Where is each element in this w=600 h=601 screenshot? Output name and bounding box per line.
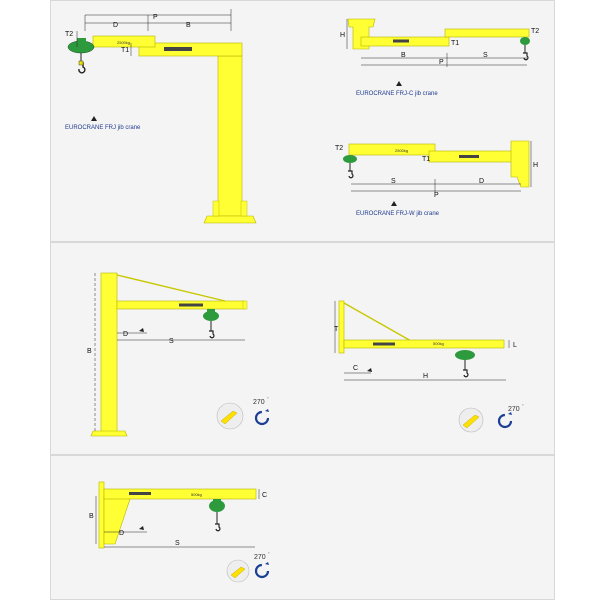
frjc-caption-marker bbox=[396, 81, 402, 86]
pillar-rotation-icon bbox=[256, 412, 268, 424]
frjc-hook bbox=[523, 53, 528, 60]
frjc-dim-t1: T1 bbox=[451, 40, 460, 47]
wall-dim-h: H bbox=[423, 373, 429, 380]
frjw-caption-marker bbox=[391, 201, 397, 206]
frjc-jib-crane bbox=[340, 19, 539, 97]
wall-low-dim-b: B bbox=[89, 513, 94, 520]
wall-label-plate bbox=[373, 343, 395, 346]
frj-dim-p: P bbox=[153, 14, 158, 21]
frjw-hoist-body bbox=[343, 155, 357, 163]
pillar-rotation-arrow bbox=[265, 409, 269, 412]
frjc-dim-b: B bbox=[401, 52, 406, 59]
top-panel-drawing bbox=[51, 1, 556, 243]
pillar-hoist-trolley bbox=[207, 309, 215, 312]
frj-hoist-body bbox=[68, 41, 94, 53]
wall-jib-crane bbox=[334, 301, 524, 432]
pillar-rotation-label: 270 bbox=[253, 399, 265, 406]
frjw-hook bbox=[348, 171, 353, 178]
wall-plate bbox=[339, 301, 344, 353]
frj-capacity-label: 2500kg bbox=[117, 40, 131, 45]
bottom-panel-drawing bbox=[51, 456, 556, 601]
panel-middle bbox=[50, 242, 555, 455]
frjw-dim-s: S bbox=[391, 178, 396, 185]
frjc-dim-t2: T2 bbox=[531, 28, 540, 35]
wall-capacity-label: 500kg bbox=[433, 341, 444, 346]
frjw-label-plate bbox=[459, 155, 479, 158]
frjw-dim-h: H bbox=[533, 162, 539, 169]
frjc-label-plate bbox=[393, 40, 409, 43]
frj-hook-block bbox=[79, 61, 83, 65]
pillar-dim-d: D bbox=[123, 331, 129, 338]
wall-tie-rod bbox=[344, 303, 411, 341]
wall-low-boom bbox=[104, 489, 256, 499]
wall-low-label-plate bbox=[129, 492, 151, 495]
wall-low-bracket bbox=[104, 496, 131, 544]
wall-low-rotation-degree-sign: ° bbox=[268, 551, 270, 556]
frj-base bbox=[204, 216, 256, 223]
frjw-caption: EUROCRANE FRJ-W jib crane bbox=[356, 211, 440, 217]
wall-low-plate bbox=[99, 482, 104, 548]
wall-low-hook bbox=[215, 524, 220, 531]
frjc-dim-h: H bbox=[340, 32, 346, 39]
wall-rotation-label: 270 bbox=[508, 406, 520, 413]
frj-dim-b: B bbox=[186, 22, 191, 29]
middle-panel-drawing bbox=[51, 243, 556, 456]
wall-low-hook-symbol bbox=[139, 526, 144, 530]
frj-gusset-left bbox=[213, 201, 219, 216]
pillar-dim-s: S bbox=[169, 338, 174, 345]
wall-low-rotation-label: 270 bbox=[254, 554, 266, 561]
wall-rotation-degree-sign: ° bbox=[522, 403, 524, 408]
wall-hook bbox=[463, 370, 468, 377]
wall-low-dim-d: D bbox=[119, 530, 125, 537]
frj-dim-t2: T2 bbox=[65, 31, 74, 38]
wall-low-rotation-arrow bbox=[265, 562, 269, 565]
panel-top-freestanding bbox=[50, 0, 555, 242]
pillar-tie-rod bbox=[117, 275, 225, 301]
frj-caption-marker bbox=[91, 116, 97, 121]
wall-low-jib-crane bbox=[89, 482, 270, 582]
wall-low-dim-c: C bbox=[262, 492, 268, 499]
pillar-base bbox=[91, 431, 127, 436]
frjw-wall-bracket bbox=[511, 141, 529, 187]
pillar-column bbox=[101, 273, 117, 433]
pillar-hoist-body bbox=[203, 311, 219, 321]
wall-hoist-body bbox=[455, 350, 475, 360]
panel-bottom bbox=[50, 455, 555, 600]
wall-hook-symbol bbox=[367, 368, 372, 372]
frjw-dim-p: P bbox=[434, 192, 439, 199]
pillar-dim-b: B bbox=[87, 348, 92, 355]
frj-jib-crane bbox=[65, 9, 256, 223]
pillar-boom-end bbox=[243, 301, 247, 309]
frjc-dim-s: S bbox=[483, 52, 488, 59]
wall-low-capacity-label: 500kg bbox=[191, 492, 202, 497]
wall-dim-l: L bbox=[513, 342, 517, 349]
pillar-hook-symbol bbox=[139, 328, 144, 332]
frj-caption: EUROCRANE FRJ jib crane bbox=[65, 125, 141, 131]
frjw-dim-d: D bbox=[479, 178, 485, 185]
wall-dim-t: T bbox=[334, 326, 339, 333]
frjc-hoist-body bbox=[520, 37, 530, 45]
frjc-caption: EUROCRANE FRJ-C jib crane bbox=[356, 91, 438, 97]
frj-gusset-right bbox=[241, 201, 247, 216]
frj-hoist-trolley bbox=[77, 38, 86, 42]
wall-rotation-icon bbox=[499, 415, 511, 427]
frjw-dim-t2: T2 bbox=[335, 145, 344, 152]
frjw-outer-arm bbox=[349, 144, 435, 155]
wall-boom bbox=[344, 340, 504, 348]
frj-dim-t1: T1 bbox=[121, 47, 130, 54]
wall-low-dim-s: S bbox=[175, 540, 180, 547]
frj-label-plate bbox=[164, 47, 192, 51]
wall-low-hoist-trolley bbox=[213, 499, 221, 502]
frj-column bbox=[218, 56, 242, 216]
pillar-jib-crane bbox=[87, 273, 269, 436]
frjw-dim-t1: T1 bbox=[422, 156, 431, 163]
frjc-outer-arm bbox=[445, 29, 529, 37]
frjc-dim-p: P bbox=[439, 59, 444, 66]
wall-low-rotation-icon bbox=[256, 565, 268, 577]
frjw-jib-crane bbox=[335, 141, 538, 217]
pillar-hook bbox=[209, 331, 214, 338]
pillar-label-plate bbox=[179, 304, 203, 307]
pillar-rotation-degree-sign: ° bbox=[267, 396, 269, 401]
frj-dim-d: D bbox=[113, 22, 119, 29]
wall-dim-c: C bbox=[353, 365, 359, 372]
frjw-capacity-label: 2500kg bbox=[395, 148, 409, 153]
